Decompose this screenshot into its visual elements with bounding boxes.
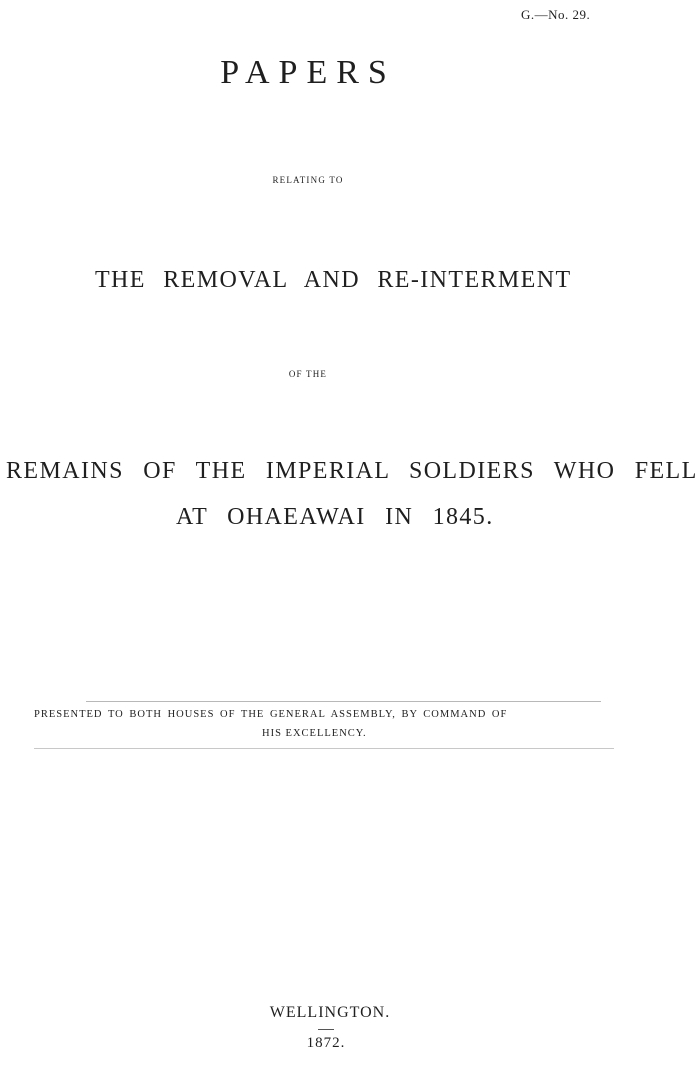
relating-to-text: RELATING TO xyxy=(272,175,344,185)
top-divider xyxy=(86,701,601,702)
page-title: PAPERS xyxy=(220,54,396,91)
heading-line-1: THE REMOVAL AND RE-INTERMENT xyxy=(95,267,572,293)
heading-line-3: AT OHAEAWAI IN 1845. xyxy=(176,504,494,530)
of-the-text: OF THE xyxy=(288,369,328,379)
presented-text-line-2: HIS EXCELLENCY. xyxy=(262,728,367,739)
heading-line-2: REMAINS OF THE IMPERIAL SOLDIERS WHO FELL xyxy=(6,458,698,484)
publication-place: WELLINGTON. xyxy=(269,1004,391,1021)
publication-year: 1872. xyxy=(306,1035,346,1051)
document-number: G.—No. 29. xyxy=(521,7,591,22)
short-divider xyxy=(318,1029,334,1030)
bottom-divider xyxy=(34,748,614,749)
presented-text-line-1: PRESENTED TO BOTH HOUSES OF THE GENERAL ASSEMBLY, BY COMMAND OF xyxy=(34,709,508,720)
